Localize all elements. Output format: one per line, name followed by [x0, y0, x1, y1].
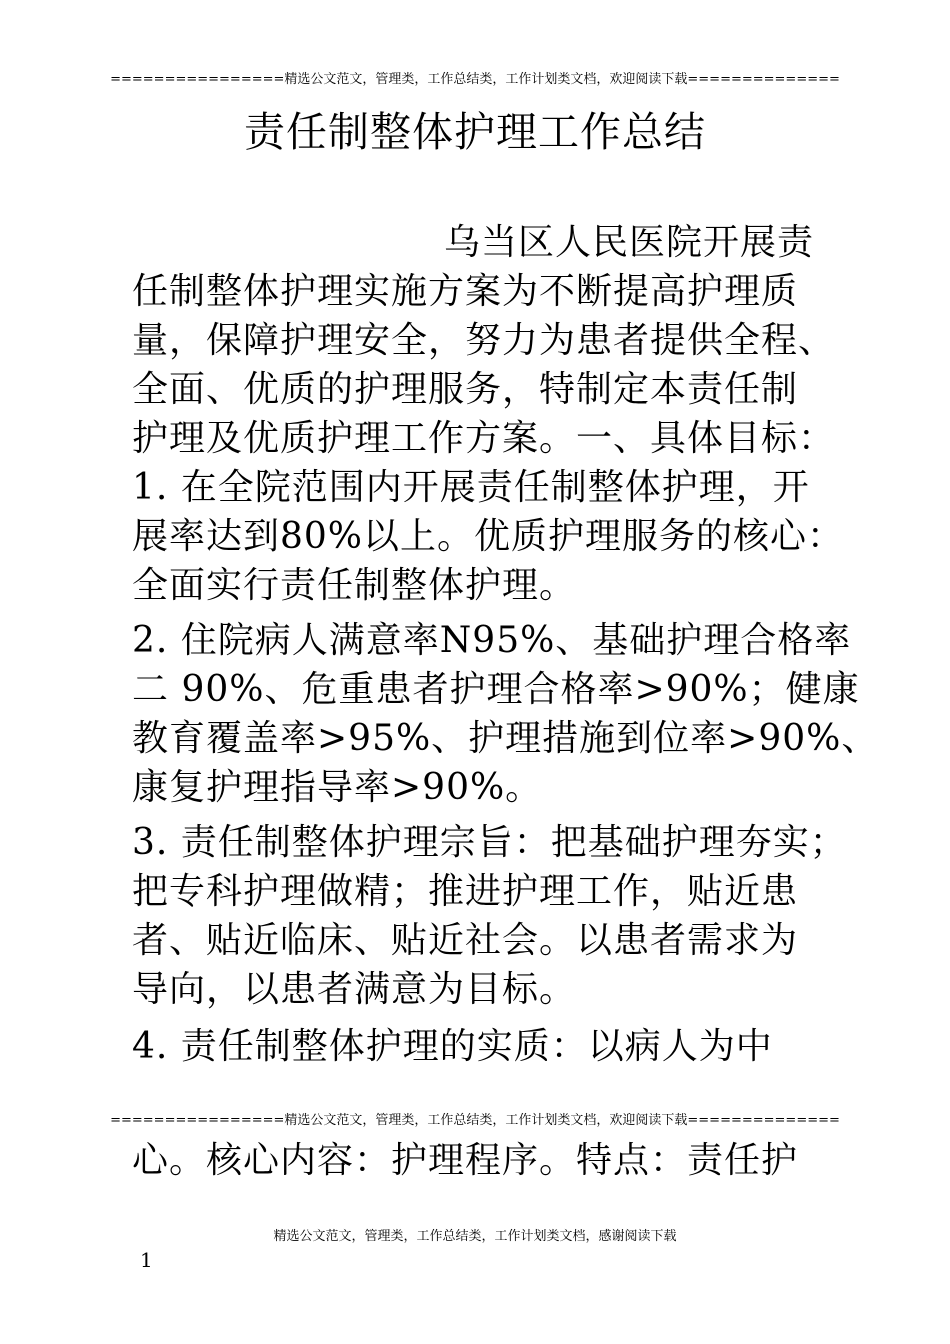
text-line: 二 90%、危重患者护理合格率>90%；健康 — [132, 669, 860, 710]
continuation-paragraph — [132, 1136, 872, 1185]
text-line: 护理及优质护理工作方案。一、具体目标： — [132, 418, 836, 459]
text-line: 导向，以患者满意为目标。 — [132, 969, 577, 1010]
text-line: 乌当区人民医院开展责 — [444, 222, 815, 263]
text-line: 把专科护理做精；推进护理工作，贴近患 — [132, 871, 799, 912]
text-line: 3. 责任制整体护理宗旨：把基础护理夯实； — [132, 822, 847, 863]
text-line: 康复护理指导率>90%。 — [132, 767, 543, 808]
document-title: 责任制整体护理工作总结 — [244, 108, 706, 156]
header-banner: ================精选公文范文，管理类，工作总结类，工作计划类文档，欢迎阅读下载============== — [110, 72, 840, 87]
text-line: 全面、优质的护理服务，特制定本责任制 — [132, 369, 799, 410]
paragraph-3 — [132, 818, 872, 1014]
paragraph-4 — [132, 1022, 872, 1071]
paragraph-2 — [132, 616, 879, 812]
text-line: 任制整体护理实施方案为不断提高护理质 — [132, 271, 799, 312]
text-line: 4. 责任制整体护理的实质：以病人为中 — [132, 1026, 773, 1067]
text-line: 教育覆盖率>95%、护理措施到位率>90%、 — [132, 718, 879, 759]
text-line: 者、贴近临床、贴近社会。以患者需求为 — [132, 920, 799, 961]
text-line: 心。核心内容：护理程序。特点：责任护 — [132, 1140, 799, 1181]
text-line: 展率达到80%以上。优质护理服务的核心： — [132, 516, 845, 557]
page-footer: 精选公文范文，管理类，工作总结类，工作计划类文档，感谢阅读下载 — [273, 1229, 677, 1244]
paragraph-1 — [132, 218, 872, 610]
text-line: 1. 在全院范围内开展责任制整体护理，开 — [132, 467, 810, 508]
page-break-banner: ================精选公文范文，管理类，工作总结类，工作计划类文档，欢迎阅读下载============== — [110, 1113, 840, 1128]
text-line: 量，保障护理安全，努力为患者提供全程、 — [132, 320, 836, 361]
page-number: 1 — [140, 1248, 153, 1272]
text-line: 2. 住院病人满意率N95%、基础护理合格率 — [132, 620, 852, 661]
text-line: 全面实行责任制整体护理。 — [132, 565, 577, 606]
